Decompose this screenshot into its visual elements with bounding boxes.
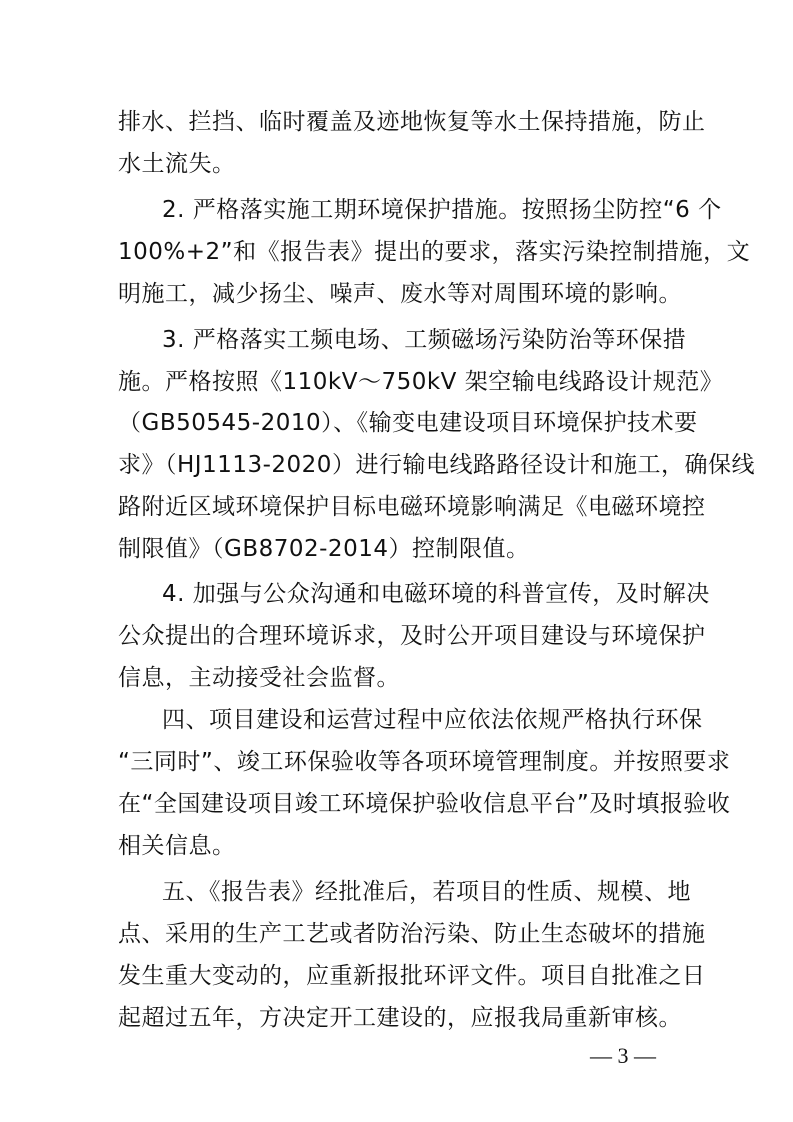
- text-line: 发生重大变动的，应重新报批环评文件。项目自批准之日: [118, 963, 706, 989]
- text-line: 施。严格按照《110kV～750kV 架空输电线路设计规范》: [118, 369, 724, 395]
- page-number: — 3 —: [590, 1043, 656, 1068]
- text-line: 在“全国建设项目竣工环境保护验收信息平台”及时填报验收: [118, 791, 731, 817]
- text-line: 水土流失。: [118, 151, 236, 177]
- text-line: 路附近区域环境保护目标电磁环境影响满足《电磁环境控: [118, 494, 706, 520]
- section-five-line: 五、《报告表》经批准后，若项目的性质、规模、地: [162, 879, 691, 905]
- text-line: “三同时”、竣工环保验收等各项环境管理制度。并按照要求: [118, 749, 731, 775]
- text-line: 相关信息。: [118, 833, 236, 859]
- text-line: 排水、拦挡、临时覆盖及迹地恢复等水土保持措施，防止: [118, 109, 706, 135]
- text-line: 明施工，减少扬尘、噪声、废水等对周围环境的影响。: [118, 281, 682, 307]
- text-line: 点、采用的生产工艺或者防治污染、防止生态破坏的措施: [118, 921, 706, 947]
- text-line: 制限值》（GB8702-2014）控制限值。: [118, 536, 530, 562]
- paragraph-4-line: 4. 加强与公众沟通和电磁环境的科普宣传，及时解决: [162, 581, 710, 607]
- paragraph-2-line: 2. 严格落实施工期环境保护措施。按照扬尘防控“6 个: [162, 197, 722, 223]
- text-line: （GB50545-2010）、《输变电建设项目环境保护技术要: [118, 410, 698, 436]
- text-line: 起超过五年，方决定开工建设的，应报我局重新审核。: [118, 1005, 682, 1031]
- section-four-line: 四、项目建设和运营过程中应依法依规严格执行环保: [162, 707, 703, 733]
- text-line: 公众提出的合理环境诉求，及时公开项目建设与环境保护: [118, 623, 706, 649]
- text-line: 信息，主动接受社会监督。: [118, 665, 400, 691]
- text-line: 100%+2”和《报告表》提出的要求，落实污染控制措施，文: [118, 239, 751, 265]
- text-line: 求》（HJ1113-2020）进行输电线路路径设计和施工，确保线: [118, 452, 755, 478]
- paragraph-3-line: 3. 严格落实工频电场、工频磁场污染防治等环保措: [162, 327, 687, 353]
